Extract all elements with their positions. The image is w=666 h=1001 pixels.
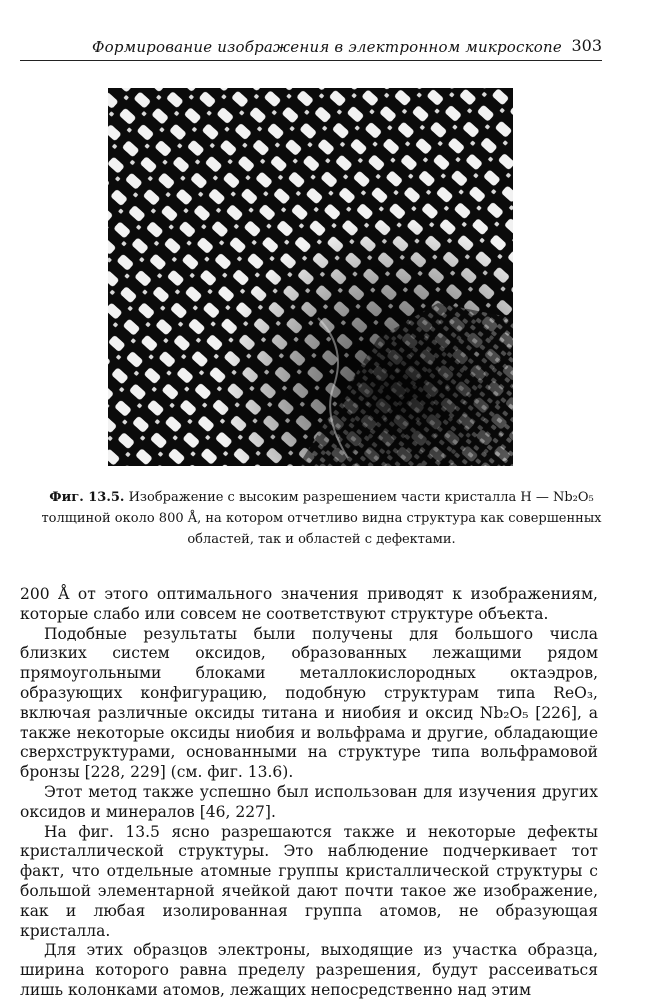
page-number: 303 bbox=[571, 36, 602, 55]
figure-13-5-micrograph bbox=[108, 88, 513, 466]
running-title: Формирование изображения в электронном микроскопе bbox=[92, 38, 562, 56]
paragraph-3: Этот метод также успешно был использован для изучения других оксидов и минералов [46, 227]. bbox=[20, 782, 598, 821]
paragraph-2: Подобные результаты были получены для большого числа близких систем оксидов, образованных лежащими рядом прямоугольными блоками металлокислородных октаэдров, образующих конфигурацию, подобную структурам типа ReO₃, включая различные оксиды титана и ниобия и оксид Nb₂O₅ [226], а также некоторые оксиды ниобия и вольфрама и другие, обладающие сверхструктурами, основанными на структуре типа вольфрамовой бронзы [228, 229] (см. фиг. 13.6). bbox=[20, 624, 598, 782]
paragraph-4: На фиг. 13.5 ясно разрешаются также и некоторые дефекты кристаллической структуры. Это наблюдение подчеркивает тот факт, что отдельные атомные группы кристаллической структуры с большой элементарной ячейкой дают почти такое же изображение, как и любая изолированная группа атомов, не образующая кристалла. bbox=[20, 822, 598, 940]
figure-caption bbox=[34, 487, 609, 550]
paragraph-5: Для этих образцов электроны, выходящие из участка образца, ширина которого равна пределу разрешения, будут рассеиваться лишь колонками атомов, лежащих непосредственно над этим bbox=[20, 941, 598, 999]
running-header bbox=[20, 36, 602, 61]
figure-caption-text: Изображение с высоким разрешением части кристалла H — Nb₂O₅ толщиной около 800 Å, на котором отчетливо видна структура как совершенных областей, так и областей с дефектами. bbox=[41, 490, 602, 547]
paragraph-1: 200 Å от этого оптимального значения приводят к изображениям, которые слабо или совсем не соответствуют структуре объекта. bbox=[20, 585, 598, 623]
body-text bbox=[20, 585, 598, 1001]
figure-label: Фиг. 13.5. bbox=[49, 490, 125, 505]
